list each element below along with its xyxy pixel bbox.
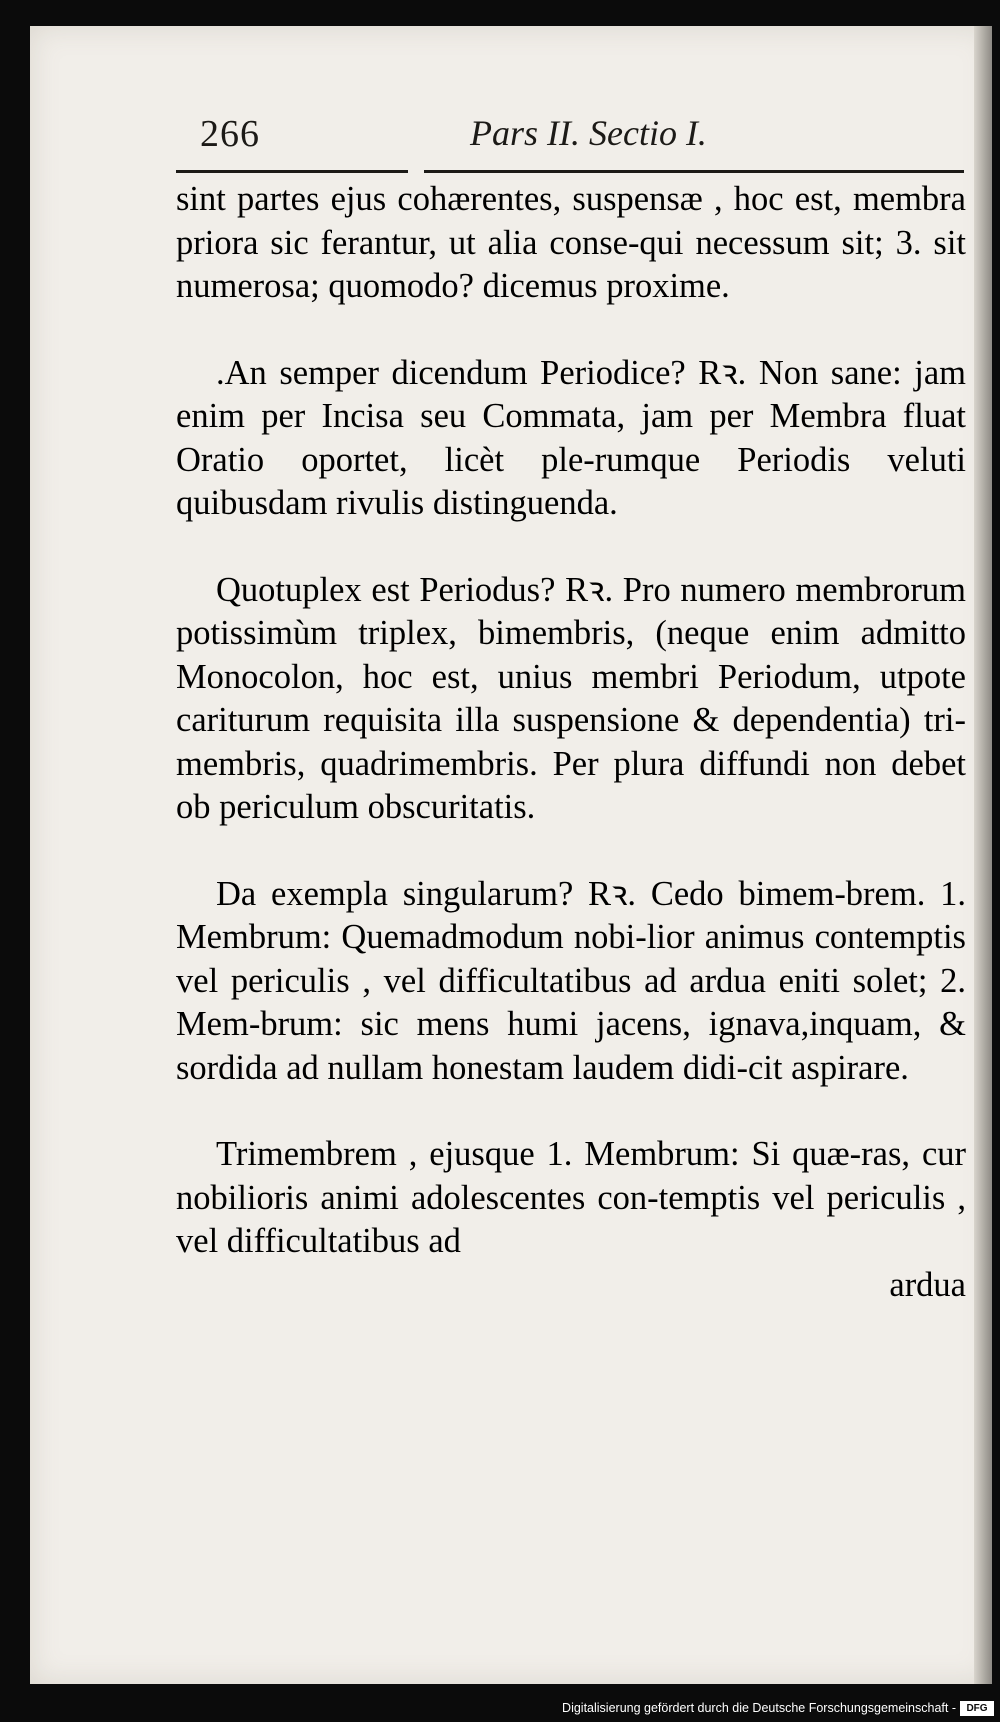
paragraph-4: Da exempla singularum? Rꝛ. Cedo bimem-brem. 1. Membrum: Quemadmodum nobi-lior animus contemptis vel periculis , vel difficultatibus ad ardua eniti solet; 2. Mem-brum: sic mens humi jacens, ignava,inquam, & sordida ad nullam honestam laudem didi-cit aspirare. — [176, 874, 966, 1087]
header-rule-left — [176, 170, 408, 173]
catchword: ardua — [889, 1265, 966, 1304]
paragraph-5: Trimembrem , ejusque 1. Membrum: Si quæ-ras, cur nobilioris animi adolescentes con-temptis vel periculis , vel difficultatibus ad — [176, 1135, 966, 1260]
paragraph-2: .An semper dicendum Periodice? Rꝛ. Non sane: jam enim per Incisa seu Commata, jam per Membra fluat Oratio oportet, licèt ple-rumque Periodis veluti quibusdam rivulis distinguenda. — [176, 353, 966, 522]
page-gutter — [974, 26, 992, 1684]
paragraph-3: Quotuplex est Periodus? Rꝛ. Pro numero membrorum potissimùm triplex, bimembris, (neque enim admitto Monocolon, hoc est, unius membri Periodum, utpote cariturum requisita illa suspensione & dependentia) tri-membris, quadrimembris. Per plura diffundi non debet ob periculum obscuritatis. — [176, 570, 966, 826]
running-head: Pars II. Sectio I. — [470, 113, 707, 153]
digitization-footer — [0, 1694, 1000, 1722]
paragraph-1: sint partes ejus cohærentes, suspensæ , hoc est, membra priora sic ferantur, ut alia conse-qui necessum sit; 3. sit numerosa; quomodo? dicemus proxime. — [176, 180, 966, 305]
body-text — [176, 178, 966, 1307]
header-rule-right — [424, 170, 964, 173]
footer-credit: Digitalisierung gefördert durch die Deutsche Forschungsgemeinschaft - — [562, 1701, 956, 1715]
page-header — [200, 112, 990, 172]
page-number: 266 — [200, 113, 260, 155]
dfg-logo-badge: DFG — [960, 1701, 994, 1716]
